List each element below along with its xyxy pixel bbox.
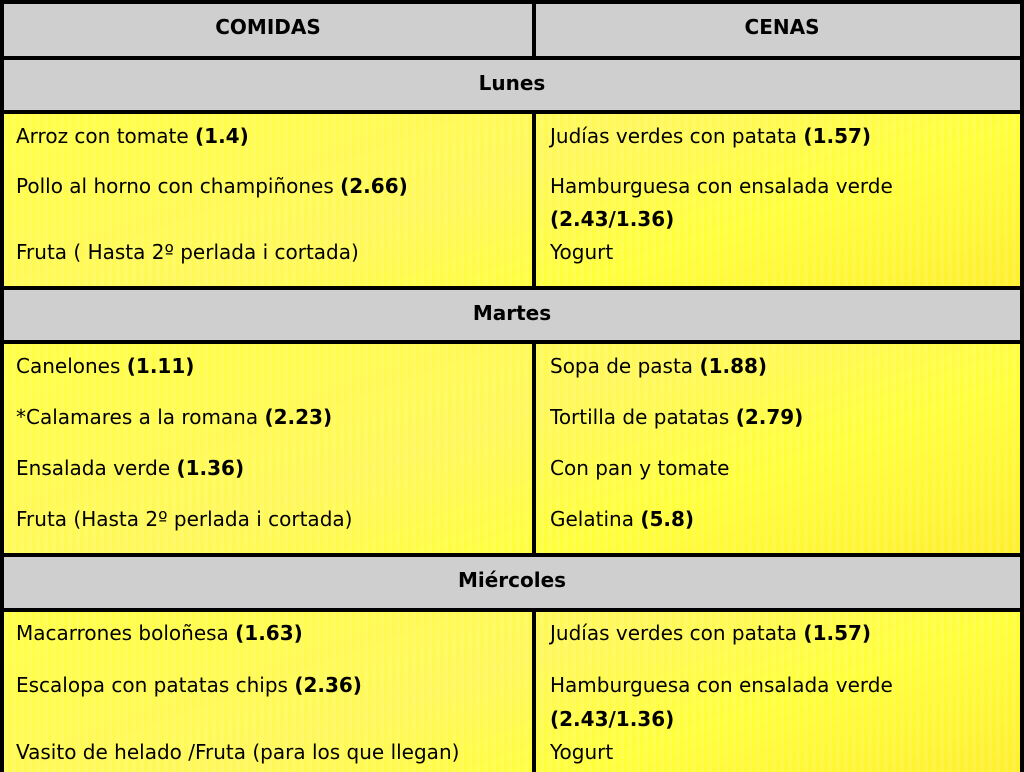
list-item: Fruta (Hasta 2º perlada i cortada) xyxy=(16,507,353,531)
list-item: Yogurt xyxy=(550,740,614,764)
table-header-row xyxy=(0,0,1024,60)
column-header-comidas: COMIDAS xyxy=(4,4,536,56)
list-item: Canelones (1.11) xyxy=(16,354,195,378)
list-item: *Calamares a la romana (2.23) xyxy=(16,405,333,429)
list-item: Ensalada verde (1.36) xyxy=(16,456,245,480)
comidas-cell-miercoles xyxy=(4,612,536,772)
day-header-miercoles: Miércoles xyxy=(0,557,1024,612)
list-item: Pollo al horno con champiñones (2.66) xyxy=(16,174,408,198)
list-item: Con pan y tomate xyxy=(550,456,730,480)
cenas-cell-miercoles xyxy=(536,612,1024,772)
list-item: Escalopa con patatas chips (2.36) xyxy=(16,673,362,697)
list-item: Sopa de pasta (1.88) xyxy=(550,354,768,378)
list-item: Gelatina (5.8) xyxy=(550,507,695,531)
list-item: (2.43/1.36) xyxy=(550,207,675,231)
list-item: Arroz con tomate (1.4) xyxy=(16,124,249,148)
list-item: Tortilla de patatas (2.79) xyxy=(550,405,804,429)
list-item: Vasito de helado /Fruta (para los que llegan) xyxy=(16,740,460,764)
list-item: Hamburguesa con ensalada verde xyxy=(550,673,893,697)
list-item: (2.43/1.36) xyxy=(550,707,675,731)
list-item: Macarrones boloñesa (1.63) xyxy=(16,621,303,645)
list-item: Yogurt xyxy=(550,240,614,264)
list-item: Judías verdes con patata (1.57) xyxy=(550,124,872,148)
day-header-martes: Martes xyxy=(0,290,1024,344)
list-item: Judías verdes con patata (1.57) xyxy=(550,621,872,645)
cenas-cell-martes xyxy=(536,344,1024,553)
column-header-cenas: CENAS xyxy=(744,15,820,39)
list-item: Hamburguesa con ensalada verde xyxy=(550,174,893,198)
day-body-lunes xyxy=(0,114,1024,290)
day-body-martes xyxy=(0,344,1024,557)
list-item: Fruta ( Hasta 2º perlada i cortada) xyxy=(16,240,359,264)
comidas-cell-lunes xyxy=(4,114,536,286)
cenas-cell-lunes xyxy=(536,114,1024,286)
day-body-miercoles xyxy=(0,612,1024,772)
day-header-lunes: Lunes xyxy=(0,60,1024,114)
comidas-cell-martes xyxy=(4,344,536,553)
